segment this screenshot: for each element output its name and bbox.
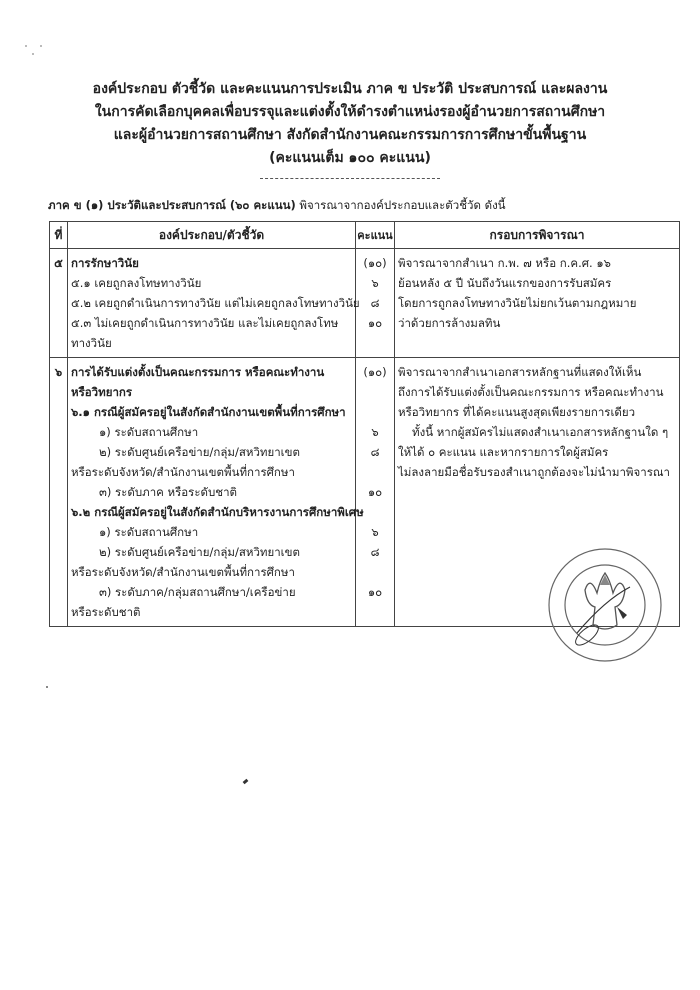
scan-speck [32, 53, 34, 55]
score-value: ๘ [370, 296, 380, 310]
consideration-line: โดยการถูกลงโทษทางวินัยไม่ยกเว้นตามกฎหมาย [398, 296, 637, 310]
consideration-line: ย้อนหลัง ๕ ปี นับถึงวันแรกของการรับสมัคร [398, 276, 612, 290]
consideration-line: ว่าด้วยการล้างมลทิน [398, 316, 501, 330]
score-cell [356, 358, 395, 627]
criteria-item: ๒) ระดับศูนย์เครือข่าย/กลุ่ม/สหวิทยาเขต [99, 445, 300, 459]
title-line-3: และผู้อำนวยการสถานศึกษา สังกัดสำนักงานคณะกรรมการการศึกษาขั้นพื้นฐาน [113, 127, 587, 143]
table-row [50, 249, 680, 358]
score-value: ๘ [370, 545, 380, 559]
header-consideration: กรอบการพิจารณา [395, 222, 680, 249]
criteria-item: ๑) ระดับสถานศึกษา [99, 525, 199, 539]
score-value: ๖ [371, 425, 379, 439]
score-value [359, 402, 391, 422]
score-value: ๘ [370, 445, 380, 459]
score-value: ๑๐ [367, 585, 383, 599]
consideration-line: ทั้งนี้ หากผู้สมัครไม่แสดงสำเนาเอกสารหลักฐานใด ๆ [412, 425, 669, 439]
scan-speck [40, 45, 42, 47]
score-value: (๑๐) [363, 256, 387, 270]
criteria-item: ทางวินัย [71, 336, 112, 350]
consideration-line: พิจารณาจากสำเนา ก.พ. ๗ หรือ ก.ค.ศ. ๑๖ [398, 256, 611, 270]
criteria-cell [68, 249, 360, 358]
document-title [0, 78, 700, 170]
title-line-2: ในการคัดเลือกบุคคลเพื่อบรรจุและแต่งตั้งให้ดำรงตำแหน่งรองผู้อำนวยการสถานศึกษา [94, 104, 606, 120]
score-value: ๑๐ [367, 485, 383, 499]
criteria-item: หรือระดับชาติ [71, 605, 141, 619]
consideration-line: หรือวิทยากร ที่ได้คะแนนสูงสุดเพียงรายการเดียว [398, 405, 636, 419]
criteria-item: ๖.๒ กรณีผู้สมัครอยู่ในสังกัดสำนักบริหารงานการศึกษาพิเศษ [71, 505, 364, 519]
header-no: ที่ [50, 222, 68, 249]
criteria-item: หรือวิทยากร [71, 385, 133, 399]
consideration-line: พิจารณาจากสำเนาเอกสารหลักฐานที่แสดงให้เห็น [398, 365, 642, 379]
section-intro [48, 197, 506, 215]
official-seal [545, 545, 665, 665]
garuda-seal-icon [545, 545, 665, 665]
score-cell [356, 249, 395, 358]
score-value: ๖ [371, 525, 379, 539]
scan-speck [25, 45, 27, 47]
criteria-item: หรือระดับจังหวัด/สำนักงานเขตพื้นที่การศึกษา [71, 465, 295, 479]
consideration-line: ถึงการได้รับแต่งตั้งเป็นคณะกรรมการ หรือคณะทำงาน [398, 385, 664, 399]
criteria-cell [68, 358, 364, 627]
criteria-item: การได้รับแต่งตั้งเป็นคณะกรรมการ หรือคณะทำงาน [71, 365, 325, 379]
criteria-item: ๕.๓ ไม่เคยถูกดำเนินการทางวินัย และไม่เคยถูกลงโทษ [71, 316, 339, 330]
scan-speck [243, 779, 249, 785]
consideration-line: ให้ได้ ๐ คะแนน และหากรายการใดผู้สมัคร [398, 445, 609, 459]
consideration-line: ไม่ลงลายมือชื่อรับรองสำเนาถูกต้องจะไม่นำมาพิจารณา [398, 465, 671, 479]
criteria-item: ๓) ระดับภาค/กลุ่มสถานศึกษา/เครือข่าย [99, 585, 296, 599]
title-line-1: องค์ประกอบ ตัวชี้วัด และคะแนนการประเมิน ภาค ข ประวัติ ประสบการณ์ และผลงาน [92, 81, 608, 97]
score-value [359, 333, 391, 353]
criteria-item: การรักษาวินัย [71, 256, 139, 270]
score-value [359, 602, 391, 622]
section-intro-heading: ภาค ข (๑) ประวัติและประสบการณ์ (๖๐ คะแนน) [48, 198, 296, 212]
title-divider [260, 178, 440, 179]
score-value: ๑๐ [367, 316, 383, 330]
scan-speck [46, 686, 48, 688]
header-score: คะแนน [356, 222, 395, 249]
criteria-item: ๕.๑ เคยถูกลงโทษทางวินัย [71, 276, 202, 290]
criteria-item: ๓) ระดับภาค หรือระดับชาติ [99, 485, 238, 499]
score-value [359, 382, 391, 402]
score-value [359, 562, 391, 582]
row-number: ๖ [50, 358, 68, 627]
section-intro-text: พิจารณาจากองค์ประกอบและตัวชี้วัด ดังนี้ [295, 198, 506, 212]
criteria-item: หรือระดับจังหวัด/สำนักงานเขตพื้นที่การศึกษา [71, 565, 295, 579]
title-line-4: (คะแนนเต็ม ๑๐๐ คะแนน) [269, 150, 431, 166]
score-value [359, 462, 391, 482]
table-header-row [50, 222, 680, 249]
criteria-item: ๕.๒ เคยถูกดำเนินการทางวินัย แต่ไม่เคยถูกลงโทษทางวินัย [71, 296, 360, 310]
consideration-cell [395, 249, 680, 358]
score-value: (๑๐) [363, 365, 387, 379]
criteria-item: ๑) ระดับสถานศึกษา [99, 425, 199, 439]
criteria-item: ๖.๑ กรณีผู้สมัครอยู่ในสังกัดสำนักงานเขตพื้นที่การศึกษา [71, 405, 346, 419]
header-criteria: องค์ประกอบ/ตัวชี้วัด [68, 222, 356, 249]
row-number: ๕ [50, 249, 68, 358]
score-value: ๖ [371, 276, 379, 290]
criteria-item: ๒) ระดับศูนย์เครือข่าย/กลุ่ม/สหวิทยาเขต [99, 545, 300, 559]
